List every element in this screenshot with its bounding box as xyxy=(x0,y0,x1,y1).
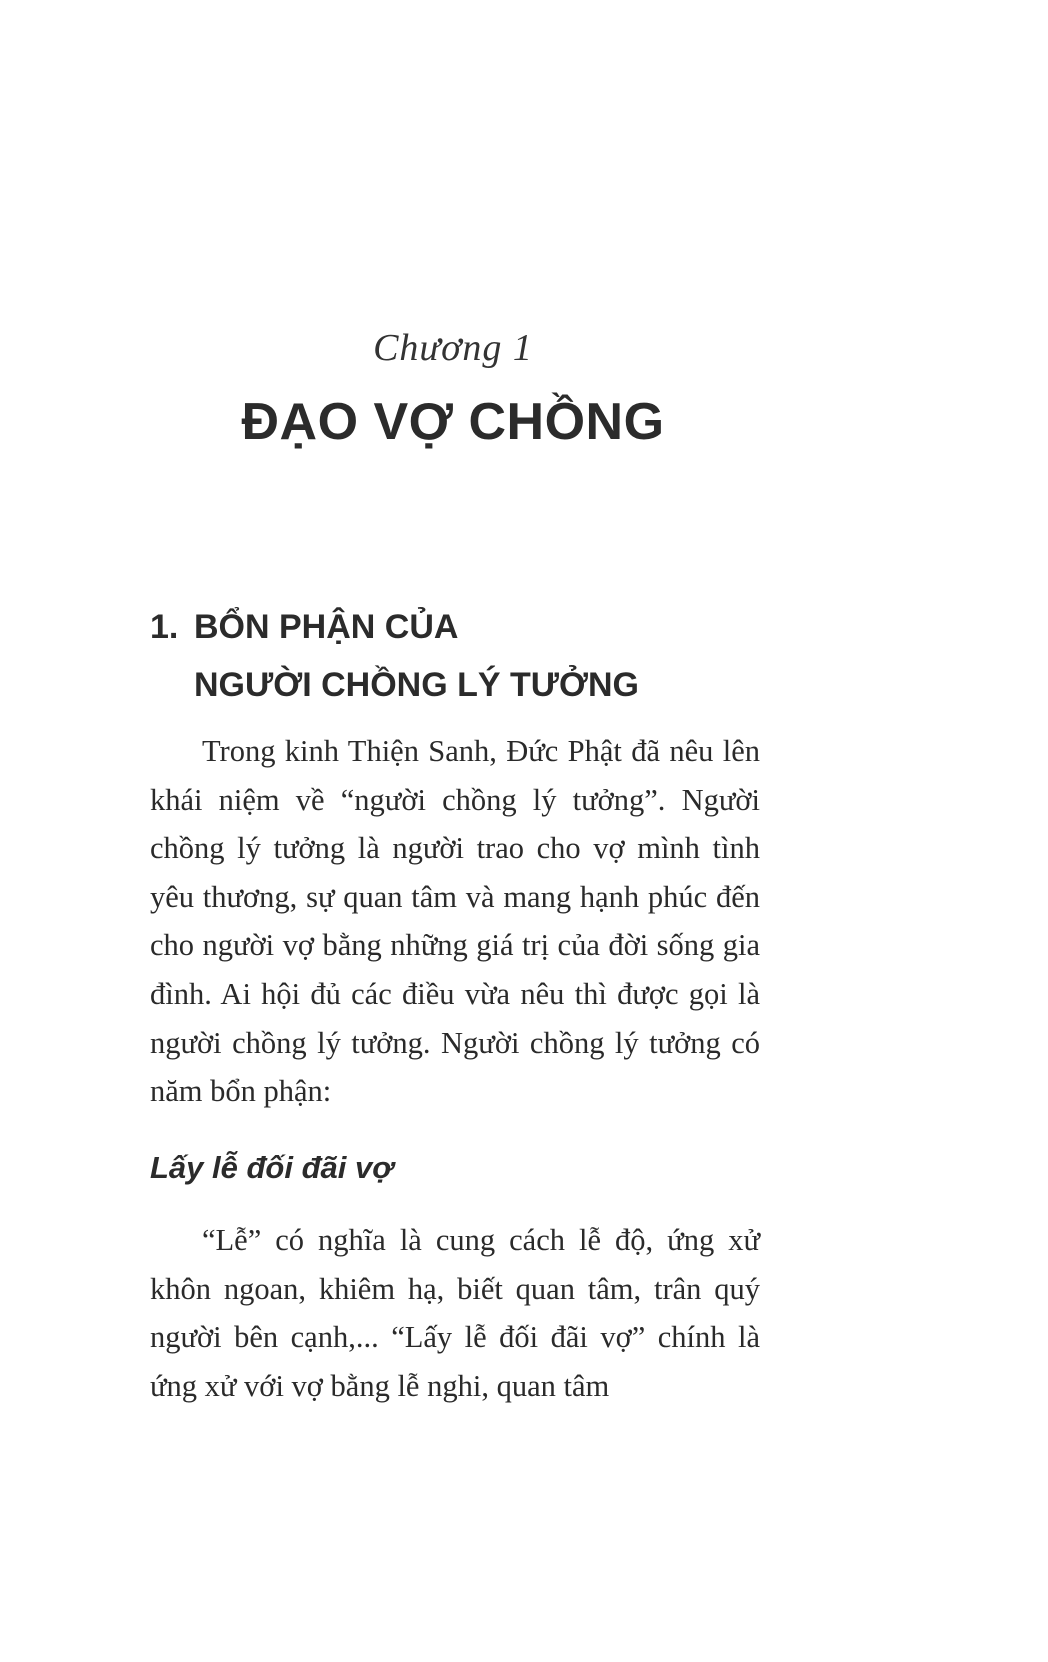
chapter-label: Chương 1 xyxy=(373,327,533,369)
section-title-line1: BỔN PHẬN CỦA xyxy=(194,608,459,646)
paragraph-le-text: “Lễ” có nghĩa là cung cách lễ độ, ứng xử khôn ngoan, khiêm hạ, biết quan tâm, trân quý người bên cạnh,... “Lấy lễ đối đãi vợ” chính là ứng xử với vợ bằng lễ nghi, quan tâm xyxy=(150,1223,760,1403)
chapter-title: ĐẠO VỢ CHỒNG xyxy=(241,393,665,451)
section-heading xyxy=(150,598,790,714)
paragraph-le xyxy=(150,1216,760,1410)
section-title-line2: NGƯỜI CHỒNG LÝ TƯỞNG xyxy=(194,666,639,704)
section-number: 1. xyxy=(150,608,179,646)
paragraph-intro-text: Trong kinh Thiện Sanh, Đức Phật đã nêu lên khái niệm về “người chồng lý tưởng”. Người chồng lý tưởng là người trao cho vợ mình tình yêu thương, sự quan tâm và mang hạnh phúc đến cho người vợ bằng những giá trị của đời sống gia đình. Ai hội đủ các điều vừa nêu thì được gọi là người chồng lý tưởng. Người chồng lý tưởng có năm bổn phận: xyxy=(150,734,760,1109)
paragraph-intro xyxy=(150,727,760,1116)
subheading: Lấy lễ đối đãi vợ xyxy=(150,1150,394,1185)
